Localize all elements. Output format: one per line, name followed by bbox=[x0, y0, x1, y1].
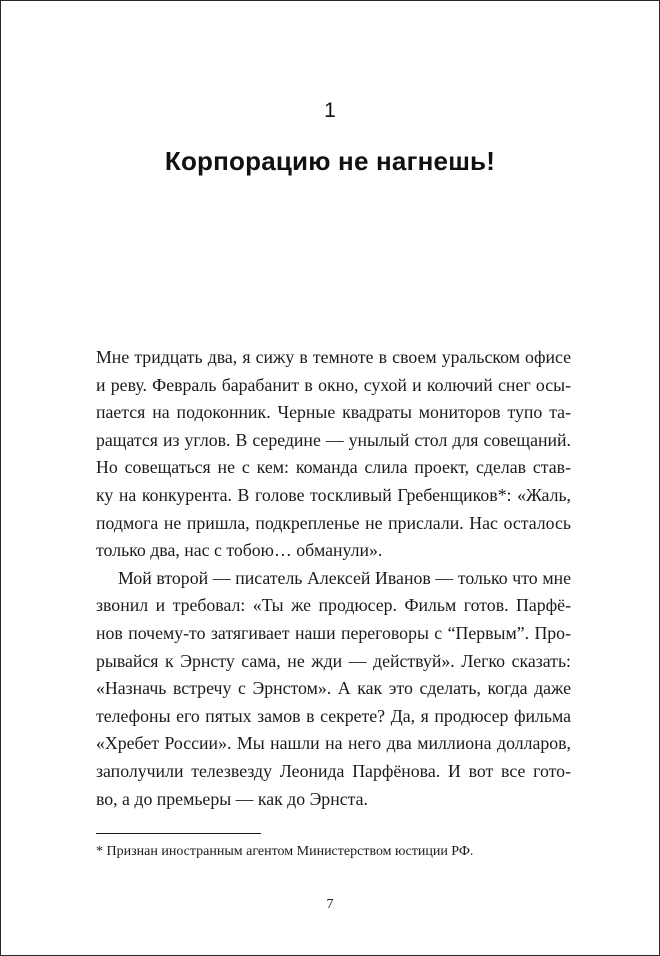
text-line: Мне тридцать два, я сижу в темноте в своем уральском офисе bbox=[96, 347, 571, 367]
page-number: 7 bbox=[326, 897, 334, 912]
text-line: пается на подоконник. Черные квадраты мониторов тупо та- bbox=[96, 402, 571, 423]
text-line: рывайся к Эрнсту сама, не жди — действуй». Легко сказать: bbox=[96, 650, 571, 671]
text-line: заполучили телезвезду Леонида Парфёнова. И вот все гото- bbox=[96, 760, 571, 781]
text-line: подмога не пришла, подкрепленье не прислали. Нас осталось bbox=[96, 512, 571, 533]
text-line: ращатся из углов. В середине — унылый стол для совещаний. bbox=[96, 429, 571, 450]
text-line: Но совещаться не с кем: команда слила проект, сделав став- bbox=[96, 457, 571, 478]
text-line: ку на конкурента. В голове тоскливый Гребенщиков*: «Жаль, bbox=[96, 484, 571, 505]
paragraph-2 bbox=[96, 565, 571, 813]
body-text bbox=[96, 344, 571, 813]
chapter-number: 1 bbox=[324, 99, 336, 122]
text-line: нов почему-то затягивает наши переговоры с “Первым”. Про- bbox=[96, 622, 571, 643]
footnote-divider bbox=[96, 833, 261, 834]
chapter-title: Корпорацию не нагнешь! bbox=[164, 146, 496, 176]
text-line: и реву. Февраль барабанит в окно, сухой и колючий снег осы- bbox=[96, 374, 571, 395]
text-line: звонил и требовал: «Ты же продюсер. Фильм готов. Парфё- bbox=[96, 595, 571, 616]
text-line: «Назначь встречу с Эрнстом». А как это сделать, когда даже bbox=[96, 678, 571, 699]
footnote: * Признан иностранным агентом Министерством юстиции РФ. bbox=[96, 844, 474, 859]
text-line: «Хребет России». Мы нашли на него два миллиона долларов, bbox=[96, 733, 571, 754]
text-line: во, а до премьеры — как до Эрнста. bbox=[96, 788, 368, 809]
text-line: только два, нас с тобою… обманули». bbox=[96, 540, 383, 561]
text-line: Мой второй — писатель Алексей Иванов — только что мне bbox=[118, 567, 571, 588]
paragraph-1 bbox=[96, 344, 571, 565]
text-line: телефоны его пятых замов в секрете? Да, я продюсер фильма bbox=[96, 705, 571, 726]
